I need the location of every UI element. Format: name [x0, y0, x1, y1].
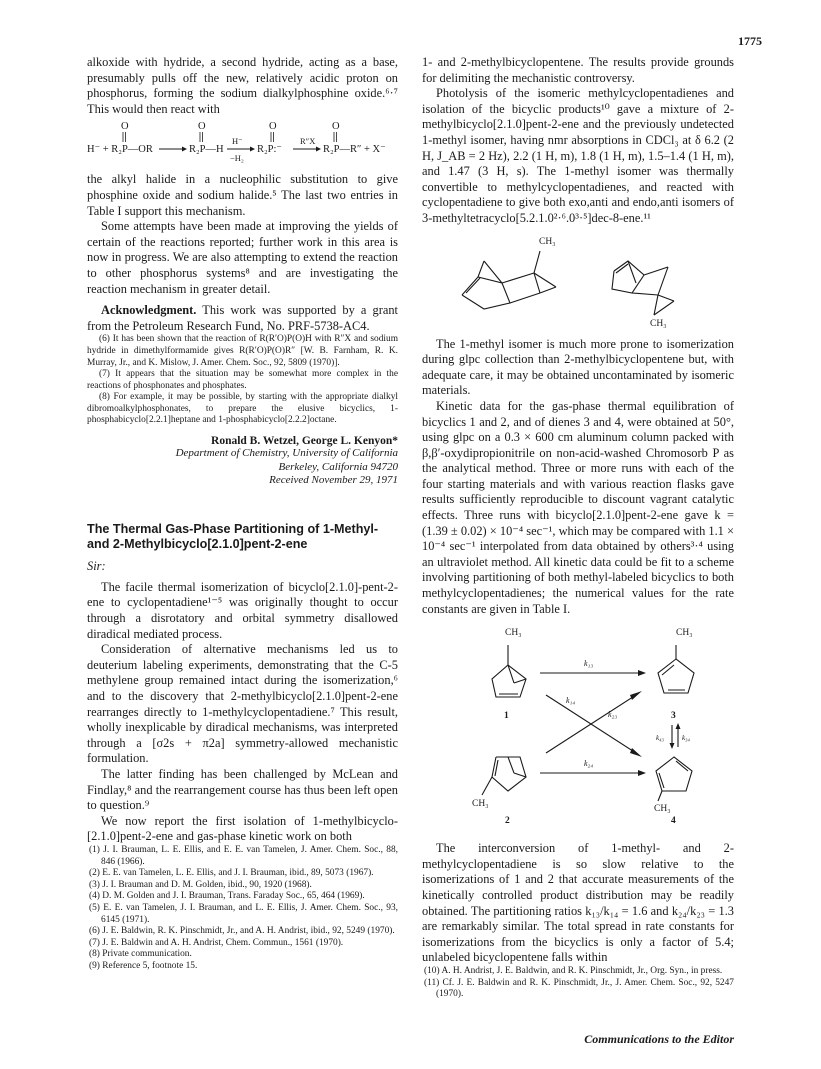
reference-6: (6) J. E. Baldwin, R. K. Pinschmidt, Jr., and A. H. Andrist, ibid., 92, 5249 (1970). — [89, 926, 395, 937]
rate-label-k34: k₃₄ — [682, 734, 690, 743]
eq-oxygen-2: O — [198, 121, 206, 133]
compound-4-methyl-label: CH₃ — [654, 804, 671, 815]
right-paragraph-3: The 1-methyl isomer is much more prone to isomerization during glpc collection than 2-methylbicyclopentene but, with adequate care, it may be obtained uncontaminated by isomeric materials. — [422, 336, 734, 398]
reference-7: (7) J. E. Baldwin and A. H. Andrist, Chem. Commun., 1561 (1970). — [89, 937, 344, 948]
salutation: Sir: — [87, 558, 106, 573]
adduct-methyl-label-bottom: CH₃ — [650, 318, 667, 329]
eq-oxygen-3: O — [269, 121, 277, 133]
reference-9: (9) Reference 5, footnote 15. — [89, 960, 198, 971]
reference-8: (8) Private communication. — [89, 949, 192, 960]
reference-2: (2) E. E. van Tamelen, L. E. Ellis, and J. I. Brauman, ibid., 89, 5073 (1967). — [89, 868, 374, 879]
left-column — [87, 55, 398, 972]
reference-11: (11) Cf. J. E. Baldwin and R. K. Pinschmidt, Jr., J. Amer. Chem. Soc., 92, 5247 (1970). — [424, 977, 734, 1000]
note-6: (6) It has been shown that the reaction of R(R′O)P(O)H with R″X and sodium hydride in dimethylformamide gives R(R′O)P(O)R″ [W. B. Farnham, R. K. Murray, Jr., and K. Mislow, J. Amer. Chem. Soc., 92, 5809 (1970)]. — [87, 334, 398, 368]
received-date: Received November 29, 1971 — [269, 474, 398, 487]
page-number: 1775 — [738, 34, 762, 48]
compound-2-methyl-label: CH₃ — [472, 799, 489, 810]
eq-oxygen-1: O — [121, 121, 129, 133]
acknowledgment-heading: Acknowledgment. — [101, 303, 197, 318]
right-paragraph-5: The interconversion of 1-methyl- and 2-methylcyclopentadiene is so slow relative to the isomerizations of 1 and 2 that accurate measurements of the kinetically controlled product distribution may be readily obtained. The partitioning ratios k₁₃/k₁₄ = 1.6 and k₂₄/k₂₃ = 1.3 are remarkably similar. The total spread in rate constants for isomerizations from the bicyclics is only a factor of 5.4; unlabeled bicyclopentene falls within — [422, 841, 734, 965]
note-7: (7) It appears that the situation may be somewhat more complex in the reactions of phosphonates and phosphates. — [87, 369, 398, 391]
right-paragraph-1: 1- and 2-methylbicyclopentene. The results provide grounds for delimiting the mechanistic controversy. — [422, 55, 734, 85]
endo-anti-adduct-structure — [612, 261, 674, 315]
affiliation-line-1: Department of Chemistry, University of California — [175, 447, 398, 460]
compound-3-methyl-label: CH₃ — [676, 628, 693, 639]
compound-3-number: 3 — [671, 711, 676, 722]
left-paragraph-7: We now report the first isolation of 1-methylbicyclo-[2.1.0]pent-2-ene and gas-phase kinetic work on both — [87, 813, 398, 844]
left-paragraph-5: Consideration of alternative mechanisms led us to deuterium labeling experiments, demonstrating that the C-5 methylene group remained intact during the isomerization,⁶ and to the discovery that 2-methylbicyclo[2.1.0]pent-2-ene rearranges directly to 1-methylcyclopentadiene.⁷ This result, wholly inexplicable by diradical mechanisms, was interpreted through a [σ2s + π2a] symmetry-allowed mechanistic formulation. — [87, 642, 398, 766]
rate-label-k14: k₁₄ — [566, 696, 576, 706]
right-paragraph-4: Kinetic data for the gas-phase thermal equilibration of bicyclics 1 and 2, and of dienes 3 and 4, were obtained at 50°, using glpc on a 0.3 × 600 cm aluminum column packed with β,β′-oxydipropionitrile on non-acid-washed Chromosorb P as the analytical method. Three or more runs with each of the four starting materials and with various reaction flasks gave results sufficiently reproducible to discount vagrant catalytic effects. Three runs with bicyclo[2.1.0]pent-2-ene gave k = (1.39 ± 0.02) × 10⁻⁴ sec⁻¹, which may be compared with 1.1 × 10⁻⁴ sec⁻¹ interpolated from data obtained by others³·⁴ using an ultraviolet method. All kinetic data could be fit to a scheme involving partitioning of both methyl-labeled bicyclics to both methylcyclopentadienes; the numerical values for the rate constants are given in Table I. — [422, 398, 734, 616]
rate-label-k43: k₄₃ — [656, 734, 664, 743]
article-title: The Thermal Gas-Phase Partitioning of 1-Methyl- and 2-Methylbicyclo[2.1.0]pent-2-ene — [87, 521, 379, 551]
eq-alkyl-halide-label: R″X — [300, 136, 316, 147]
eq-oxygen-4: O — [332, 121, 340, 133]
reference-10: (10) A. H. Andrist, J. E. Baldwin, and R. K. Pinschmidt, Jr., Org. Syn., in press. — [424, 965, 723, 976]
compound-3-structure — [658, 645, 694, 693]
compound-4-number: 4 — [671, 816, 676, 827]
rate-label-k23: k₂₃ — [608, 710, 618, 720]
compound-2-structure — [482, 757, 526, 795]
affiliation-line-2: Berkeley, California 94720 — [278, 460, 398, 473]
eq-phosphine-oxide: R₂P—H — [189, 144, 224, 156]
compound-1-number: 1 — [504, 711, 509, 722]
eq-products: R₂P—R″ + X⁻ — [323, 144, 386, 156]
right-paragraph-2: Photolysis of the isomeric methylcyclopentadienes and isolation of the bicyclic products¹⁰ gave a mixture of 2-methylbicyclo[2.1.0]pent-2-ene and the previously undetected 1-methyl isomer, having nmr absorptions in CDCl₃ at δ 6.2 (2 H, J_AB = 2 Hz), 2.2 (1 H, m), 1.8 (1 H, m), 1.5–1.4 (1 H, m), and 1.47 (3 H, s). The 1-methyl isomer was thermally convertible to methylcyclopentadienes, and reacted with cyclopentadiene to give both exo,anti and endo,anti isomers of 3-methyltetracyclo[5.2.1.0²·⁶.0³·⁵]dec-8-ene.¹¹ — [422, 86, 734, 225]
running-footer: Communications to the Editor — [584, 1032, 734, 1046]
left-references — [87, 845, 398, 973]
tetracyclic-adduct-structures — [422, 231, 734, 329]
author-signature: Ronald B. Wetzel, George L. Kenyon* — [211, 435, 398, 448]
rate-label-k13: k₁₃ — [584, 659, 594, 669]
left-paragraph-1: alkoxide with hydride, a second hydride, acting as a base, presumably pulls off the new, relatively acidic proton on phosphorus, forming the sodium dialkylphosphine oxide.⁶·⁷ This would then react with — [87, 55, 398, 116]
left-notes — [87, 334, 398, 427]
left-paragraph-4: The facile thermal isomerization of bicyclo[2.1.0]-pent-2-ene to cyclopentadiene¹⁻⁵ was originally thought to occur through a disrotatory and orbital symmetry disallowed diradical mediated process. — [87, 579, 398, 641]
compound-2-number: 2 — [505, 816, 510, 827]
left-paragraph-6: The latter finding has been challenged by McLean and Findlay,⁸ and the rearrangement course has thus been left open to question.⁹ — [87, 766, 398, 813]
eq-reactants: H⁻ + R₂P—OR — [87, 144, 153, 156]
compound-4-structure — [656, 757, 692, 801]
left-paragraph-2: the alkyl halide in a nucleophilic substitution to give phosphine oxide and sodium halide.⁵ The last two entries in Table I support this mechanism. — [87, 172, 398, 218]
eq-hydride-label: H⁻ — [232, 136, 243, 147]
eq-h2-label: −H₂ — [230, 153, 244, 164]
reaction-equation — [87, 118, 398, 170]
note-8: (8) For example, it may be possible, by starting with the appropriate dialkyl dibromoalkylphosphonates, to prepare the elusive bicyclics, 1-phosphabicyclo[2.2.1]heptane and 1-phosphabicyclo[2.2.2]octane. — [87, 392, 398, 426]
reference-4: (4) D. M. Golden and J. I. Brauman, Trans. Faraday Soc., 65, 464 (1969). — [89, 891, 365, 902]
right-column — [422, 55, 734, 1001]
reference-5: (5) E. E. van Tamelen, J. I. Brauman, and L. E. Ellis, J. Amer. Chem. Soc., 93, 6145 (1971). — [89, 902, 398, 925]
exo-anti-adduct-structure — [462, 251, 556, 309]
acknowledgment — [87, 303, 398, 334]
reference-1: (1) J. I. Brauman, L. E. Ellis, and E. E. van Tamelen, J. Amer. Chem. Soc., 88, 846 (1966). — [89, 844, 398, 867]
acknowledgment-body: This work was supported by a grant from the Petroleum Research Fund, No. PRF-5738-AC4. — [87, 303, 398, 333]
adduct-methyl-label-top: CH₃ — [539, 236, 556, 247]
right-references — [422, 966, 734, 1001]
compound-1-methyl-label: CH₃ — [505, 628, 522, 639]
kinetic-scheme — [422, 623, 734, 833]
compound-1-structure — [492, 645, 526, 697]
rate-label-k24: k₂₄ — [584, 759, 594, 769]
reference-3: (3) J. I. Brauman and D. M. Golden, ibid., 90, 1920 (1968). — [89, 879, 312, 890]
eq-phosphide-anion: R₂P:⁻ — [257, 144, 282, 156]
left-paragraph-3: Some attempts have been made at improving the yields of certain of the reactions reported; further work in this area is now in progress. We are also attempting to extend the reaction to other phosphorus systems⁸ and are investigating the reaction mechanism in greater detail. — [87, 219, 398, 296]
